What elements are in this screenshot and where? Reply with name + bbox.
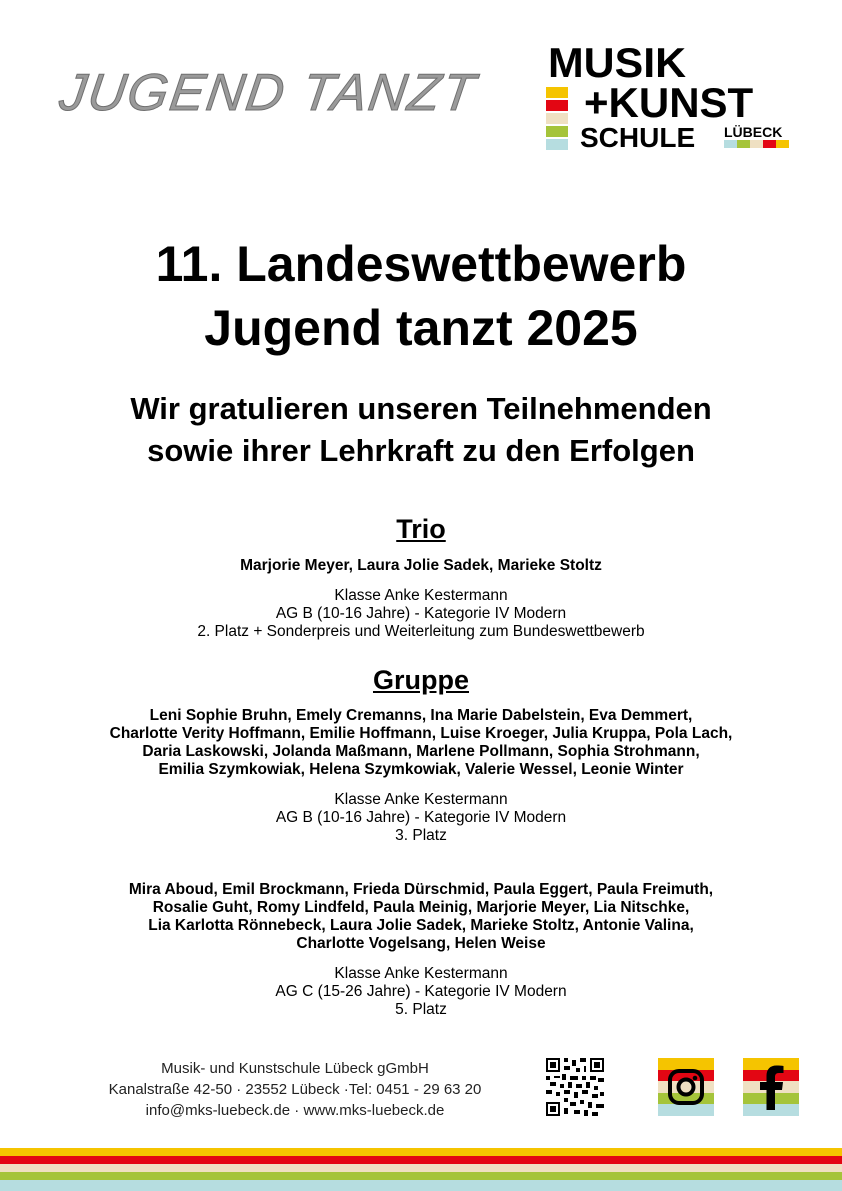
group2-names [0,881,842,953]
teacher-line: Klasse Anke Kestermann [334,791,508,808]
congratulation-subtitle [0,388,842,472]
jugend-tanzt-logo [56,52,481,132]
logo-color-bars-small [724,140,789,148]
trio-info [0,587,842,641]
category-line: AG B (10-16 Jahre) - Kategorie IV Modern [275,605,567,622]
names-line: Emilia Szymkowiak, Helena Szymkowiak, Valerie Wessel, Leonie Winter [158,761,684,778]
names-line: Leni Sophie Bruhn, Emely Cremanns, Ina Marie Dabelstein, Eva Demmert, [149,707,693,724]
logo-color-bars [546,87,568,152]
svg-text:JUGEND TANZT: JUGEND TANZT [56,64,481,122]
section-heading-gruppe: Gruppe [372,665,469,695]
section-heading-trio: Trio [396,514,446,544]
footer-color-stripes [0,1148,842,1191]
category-line: AG C (15-26 Jahre) - Kategorie IV Modern [275,983,567,1000]
logo-text-kunst: +KUNST [584,79,754,126]
result-line: 5. Platz [395,1001,447,1018]
footer-street: Kanalstraße 42-50 · 23552 Lübeck ·Tel: 0451 - 29 63 20 [108,1081,482,1098]
subtitle-line-2: sowie ihrer Lehrkraft zu den Erfolgen [147,433,695,468]
category-line: AG B (10-16 Jahre) - Kategorie IV Modern [275,809,567,826]
title-line-2: Jugend tanzt 2025 [204,300,638,356]
qr-code-icon[interactable] [546,1058,604,1116]
names-line: Charlotte Verity Hoffmann, Emilie Hoffmann, Luise Kroeger, Julia Kruppa, Pola Lach, [109,725,733,742]
page-title [0,232,842,360]
names-line: Lia Karlotta Rönnebeck, Laura Jolie Sadek, Marieke Stoltz, Antonie Valina, [148,917,694,934]
group2-info [0,965,842,1019]
mks-luebeck-logo [546,39,806,154]
names-line: Rosalie Guht, Romy Lindfeld, Paula Meinig, Marjorie Meyer, Lia Nitschke, [152,899,690,916]
footer-contact[interactable]: info@mks-luebeck.de · www.mks-luebeck.de [145,1102,445,1119]
footer-address [90,1058,500,1121]
result-line: 2. Platz + Sonderpreis und Weiterleitung zum Bundeswettbewerb [197,623,645,640]
group1-names [0,707,842,779]
instagram-icon[interactable] [658,1058,714,1116]
facebook-icon[interactable] [743,1058,799,1116]
logo-text-city: LÜBECK [724,124,783,140]
logo-text-schule: SCHULE [580,122,696,153]
trio-names [0,557,842,575]
names-line: Charlotte Vogelsang, Helen Weise [296,935,546,952]
logo-text-musik: MUSIK [548,39,687,86]
result-line: 3. Platz [395,827,447,844]
teacher-line: Klasse Anke Kestermann [334,587,508,604]
group1-info [0,791,842,845]
footer-company: Musik- und Kunstschule Lübeck gGmbH [161,1060,429,1077]
names-line: Daria Laskowski, Jolanda Maßmann, Marlene Pollmann, Sophia Strohmann, [142,743,700,760]
subtitle-line-1: Wir gratulieren unseren Teilnehmenden [130,391,712,426]
teacher-line: Klasse Anke Kestermann [334,965,508,982]
names-line: Marjorie Meyer, Laura Jolie Sadek, Marieke Stoltz [240,557,602,574]
title-line-1: 11. Landeswettbewerb [155,236,687,292]
names-line: Mira Aboud, Emil Brockmann, Frieda Dürschmid, Paula Eggert, Paula Freimuth, [128,881,714,898]
